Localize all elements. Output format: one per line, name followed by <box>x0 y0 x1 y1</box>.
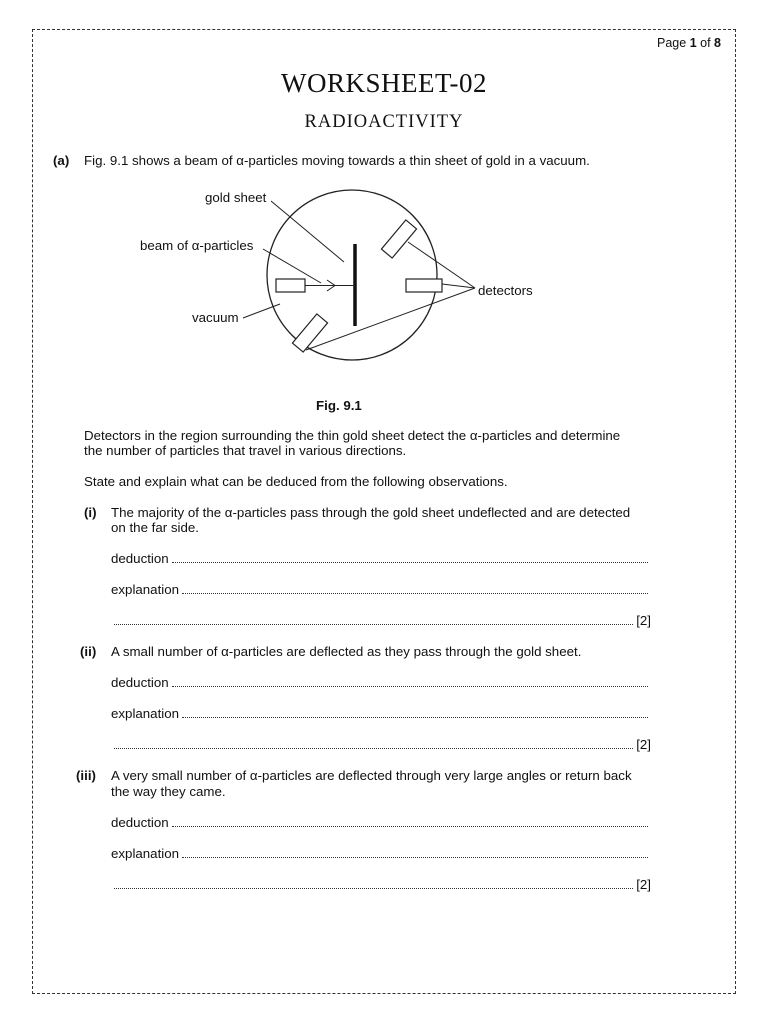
page-number: Page 1 of 8 <box>657 36 721 50</box>
answer-dots <box>114 614 633 625</box>
explanation-label: explanation <box>111 582 180 597</box>
deduction-label: deduction <box>111 675 169 690</box>
answer-dots <box>182 583 648 594</box>
gold-sheet-leader <box>271 201 344 262</box>
part-i-text-line-2: on the far side. <box>111 520 199 535</box>
part-i-deduction-line[interactable] <box>111 551 651 567</box>
label-gold-sheet: gold sheet <box>205 190 267 205</box>
marks-badge: [2] <box>636 877 651 892</box>
marks-badge: [2] <box>636 737 651 752</box>
answer-dots <box>114 878 633 889</box>
part-i-continuation-line[interactable] <box>111 613 651 629</box>
alpha-source <box>276 279 305 292</box>
detector-bottom-left <box>292 314 327 352</box>
question-a-label: (a) <box>53 153 70 168</box>
answer-dots <box>182 847 648 858</box>
part-ii-explanation-line[interactable] <box>111 706 651 722</box>
intro-line-1: Detectors in the region surrounding the thin gold sheet detect the α-particles and determine <box>84 428 621 443</box>
part-iii-continuation-line[interactable] <box>111 877 651 893</box>
part-iii-deduction-line[interactable] <box>111 815 651 831</box>
part-ii-deduction-line[interactable] <box>111 675 651 691</box>
intro-line-2: the number of particles that travel in various directions. <box>84 443 407 458</box>
part-ii-continuation-line[interactable] <box>111 737 651 753</box>
label-detectors: detectors <box>478 283 533 298</box>
answer-dots <box>182 707 648 718</box>
intro-instruction: State and explain what can be deduced from the following observations. <box>84 474 508 489</box>
detector-right <box>406 279 442 292</box>
answer-dots <box>172 676 648 687</box>
detector-leader-bottom <box>306 288 475 350</box>
answer-dots <box>172 816 648 827</box>
question-a-text: Fig. 9.1 shows a beam of α-particles moving towards a thin sheet of gold in a vacuum. <box>84 153 590 168</box>
label-vacuum: vacuum <box>192 310 239 325</box>
marks-badge: [2] <box>636 613 651 628</box>
beam-leader <box>263 249 321 283</box>
part-iii-explanation-line[interactable] <box>111 846 651 862</box>
deduction-label: deduction <box>111 815 169 830</box>
part-iii-label: (iii) <box>76 768 96 783</box>
worksheet-subtitle: RADIOACTIVITY <box>304 112 464 132</box>
explanation-label: explanation <box>111 846 180 861</box>
part-ii-text-line-1: A small number of α-particles are deflected as they pass through the gold sheet. <box>111 644 582 659</box>
worksheet-title: WORKSHEET-02 <box>281 68 487 98</box>
part-iii-text-line-1: A very small number of α-particles are deflected through very large angles or return back <box>111 768 632 783</box>
label-beam: beam of α-particles <box>140 238 254 253</box>
figure-9-1-diagram <box>130 180 550 400</box>
part-i-text-line-1: The majority of the α-particles pass through the gold sheet undeflected and are detected <box>111 505 631 520</box>
answer-dots <box>172 552 648 563</box>
part-iii-text-line-2: the way they came. <box>111 784 226 799</box>
figure-caption: Fig. 9.1 <box>316 398 362 413</box>
part-i-explanation-line[interactable] <box>111 582 651 598</box>
explanation-label: explanation <box>111 706 180 721</box>
vacuum-chamber-circle <box>267 190 437 360</box>
part-i-label: (i) <box>84 505 97 520</box>
deduction-label: deduction <box>111 551 169 566</box>
answer-dots <box>114 738 633 749</box>
detector-top-right <box>381 220 416 258</box>
part-ii-label: (ii) <box>80 644 97 659</box>
